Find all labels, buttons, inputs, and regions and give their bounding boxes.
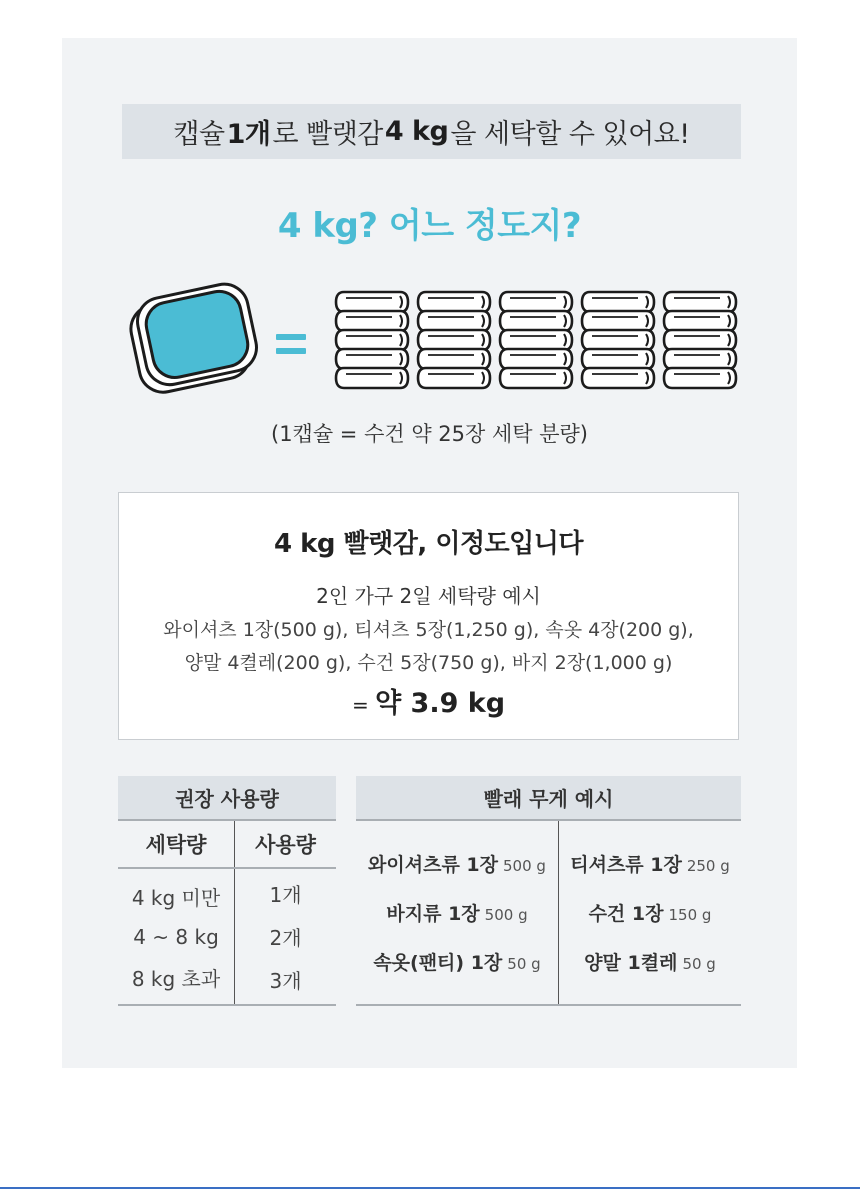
usage-count-column — [235, 869, 336, 1004]
total-value: 약 3.9 kg — [375, 688, 506, 719]
weight-item — [584, 948, 716, 975]
weight-right-column — [559, 821, 741, 1004]
towel-stack-icon — [498, 288, 576, 394]
usage-count-cell: 2개 — [269, 926, 302, 950]
weight-item-name: 티셔츠류 1장 — [570, 854, 682, 876]
weight-item-value: 500 g — [484, 906, 528, 924]
usage-table — [118, 776, 336, 1006]
usage-amount-cell: 4 kg 미만 — [131, 885, 221, 910]
example-title: 4 kg 빨랫감, 이정도입니다 — [273, 529, 584, 559]
weight-item-name: 수건 1장 — [588, 903, 664, 925]
weight-item-name: 속옷(팬티) 1장 — [373, 952, 503, 974]
usage-count-cell: 1개 — [269, 883, 302, 907]
weight-item-name: 와이셔츠류 1장 — [368, 854, 499, 876]
equals-icon — [276, 334, 306, 362]
example-line-2: 양말 4켤레(200 g), 수건 5장(750 g), 바지 2장(1,000 g) — [184, 652, 673, 674]
weight-item-value: 50 g — [507, 955, 541, 973]
weight-table — [356, 776, 741, 1006]
weight-left-column — [356, 821, 559, 1004]
example-line-1: 와이셔츠 1장(500 g), 티셔츠 5장(1,250 g), 속옷 4장(200 g), — [163, 619, 694, 641]
total-prefix: = — [351, 693, 376, 717]
headline-part2: 로 빨랫감 — [272, 119, 383, 150]
usage-amount-cell: 4 ~ 8 kg — [133, 924, 219, 949]
weight-table-title: 빨래 무게 예시 — [356, 776, 741, 821]
weight-item-value: 150 g — [668, 906, 712, 924]
towel-stack-icon — [580, 288, 658, 394]
weight-item — [368, 850, 546, 877]
towel-stack-icon — [416, 288, 494, 394]
weight-item-value: 500 g — [503, 857, 546, 875]
weight-item-name: 바지류 1장 — [386, 903, 480, 925]
headline-bold2: 4 kg — [384, 116, 449, 147]
usage-table-header-row — [118, 821, 336, 869]
weight-table-body — [356, 821, 741, 1006]
capsule-caption: (1캡슐 = 수건 약 25장 세탁 분량) — [271, 422, 588, 446]
question-heading: 4 kg? 어느 정도지? — [277, 206, 582, 246]
weight-item — [373, 948, 540, 975]
usage-table-body — [118, 869, 336, 1006]
content-panel — [62, 38, 797, 1068]
weight-item — [570, 850, 730, 877]
headline-part3: 을 세탁할 수 있어요! — [450, 119, 690, 150]
headline-bold1: 1개 — [226, 119, 271, 150]
example-box — [118, 492, 739, 740]
headline-banner — [122, 104, 741, 159]
towel-stack-icon — [334, 288, 412, 394]
headline-part1: 캡슐 — [173, 119, 225, 150]
towel-stack-icon — [662, 288, 740, 394]
towel-stacks — [334, 288, 740, 394]
capsule-icon — [120, 278, 260, 407]
weight-item — [589, 899, 712, 926]
usage-amount-cell: 8 kg 초과 — [131, 966, 221, 991]
weight-item — [386, 899, 527, 926]
usage-table-title: 권장 사용량 — [118, 776, 336, 821]
weight-item-value: 50 g — [682, 955, 716, 973]
usage-header-amount: 세탁량 — [118, 821, 235, 867]
usage-header-count: 사용량 — [255, 833, 316, 857]
usage-amount-column — [118, 869, 235, 1004]
weight-item-value: 250 g — [686, 857, 730, 875]
example-subtitle: 2인 가구 2일 세탁량 예시 — [316, 584, 541, 608]
weight-item-name: 양말 1켤레 — [584, 952, 678, 974]
usage-count-cell: 3개 — [269, 969, 302, 993]
example-total — [119, 681, 738, 720]
